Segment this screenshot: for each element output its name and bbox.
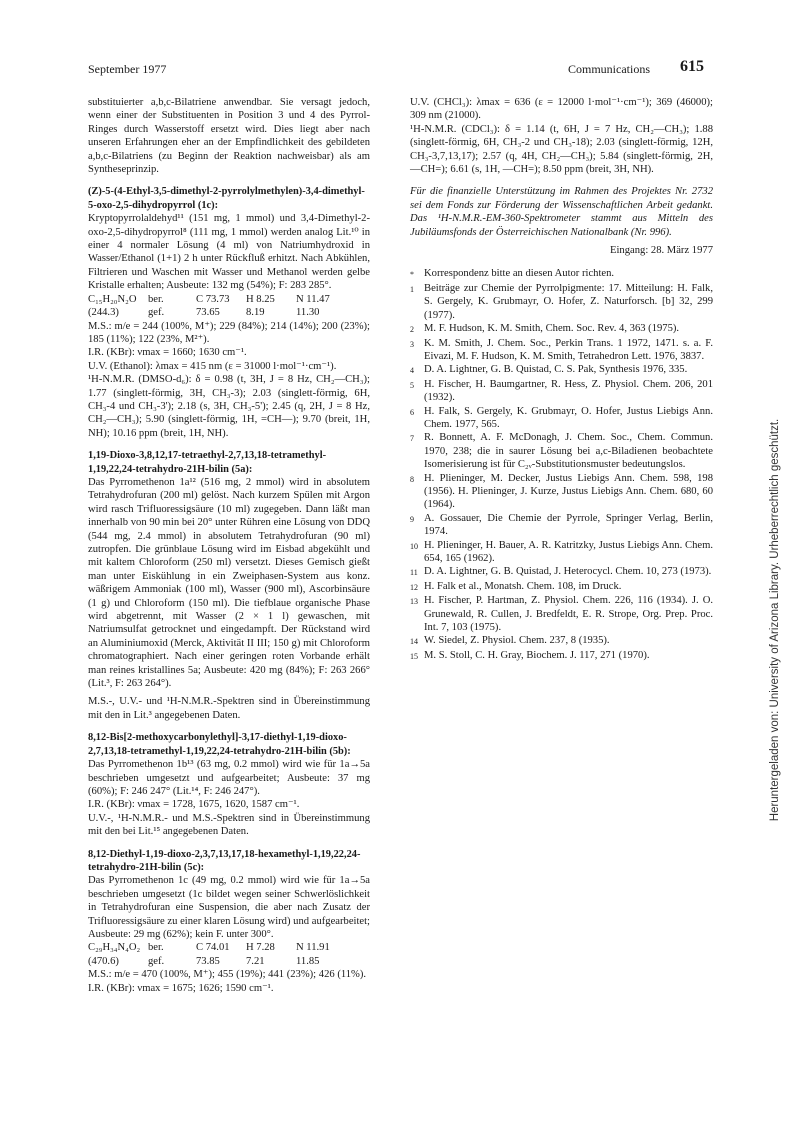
calc-value: C 74.01 — [196, 942, 230, 954]
header-journal: Communications — [568, 62, 650, 76]
funding-acknowledgement: Für die finanzielle Unterstützung im Rahmen des Projektes Nr. 2732 sei dem Fonds zur Förderung der Wissenschaftlichen Arbeit gedankt. Das ¹H-N.M.R.-EM-360-Spektrometer stammt aus Mitteln des Jubiläumsfonds der Österreichischen Nationalbank (Nr. 996). — [410, 186, 713, 238]
left-column — [88, 96, 370, 995]
calc-label: ber. — [148, 942, 164, 954]
reference-text: A. Gossauer, Die Chemie der Pyrrole, Springer Verlag, Berlin, 1974. — [424, 512, 713, 538]
reference-item — [410, 267, 713, 281]
nmr-data: ¹H-N.M.R. (DMSO-d₆): δ = 0.98 (t, 3H, J = 8 Hz, CH₂—CH₃); 1.77 (singlett-förmig, 3H, CH₃-3); 2.03 (singlett-förmig, 6H, CH₃-4 und CH₃-3'); 2.18 (s, 3H, CH₃-5'); 2.45 (q, 2H, J = 8 Hz, CH₂—CH₃); 5.90 (singlett-förmig, 1H, =CH—); 9.70 (breit, 1H, NH); 10.16 ppm (breit, 1H, NH). — [88, 374, 370, 439]
reference-number: 15 — [410, 651, 418, 661]
reference-text: R. Bonnett, A. F. McDonagh, J. Chem. Soc., Chem. Commun. 1970, 238; die in saurer Lösung bei a,c-Biladienen beobachtete Isomerisierung ist für C₂ᵥ-Substitutionsmuster bedeutungslos. — [424, 432, 713, 471]
found-label: gef. — [148, 955, 165, 967]
reference-number: 7 — [410, 434, 414, 444]
analysis-found-row — [88, 306, 370, 319]
reference-number: 8 — [410, 474, 414, 484]
reference-number: 1 — [410, 284, 414, 294]
reference-number: 2 — [410, 325, 414, 335]
found-value: 11.30 — [296, 307, 320, 319]
reference-list — [410, 267, 713, 663]
reference-item — [410, 594, 713, 634]
spectra-note: U.V.-, ¹H-N.M.R.- und M.S.-Spektren sind in Übereinstimmung mit den bei Lit.¹⁵ angegebenen Daten. — [88, 812, 370, 838]
reference-number: 4 — [410, 366, 414, 376]
reference-number: 12 — [410, 582, 418, 592]
section-title: 8,12-Bis[2-methoxycarbonylethyl]-3,17-diethyl-1,19-dioxo-2,7,13,18-tetramethyl-1,19,22,24-tetrahydro-21H-bilin (5b): — [88, 732, 351, 757]
calc-value: N 11.91 — [296, 942, 330, 954]
download-note: Heruntergeladen von: University of Arizona Library. Urheberrechtlich geschützt. — [769, 418, 782, 822]
section-5c — [88, 848, 370, 995]
reference-text: H. Fischer, H. Baumgartner, R. Hess, Z. Physiol. Chem. 206, 201 (1932). — [424, 378, 713, 404]
reference-text: D. A. Lightner, G. B. Quistad, J. Heterocycl. Chem. 10, 273 (1973). — [424, 566, 712, 578]
section-title: 1,19-Dioxo-3,8,12,17-tetraethyl-2,7,13,18-tetramethyl-1,19,22,24-tetrahydro-21H-bilin (5a): — [88, 450, 327, 475]
analysis-found-row — [88, 955, 370, 968]
reference-item — [410, 565, 713, 579]
reference-item — [410, 649, 713, 663]
reference-item — [410, 378, 713, 405]
reference-text: M. F. Hudson, K. M. Smith, Chem. Soc. Rev. 4, 363 (1975). — [424, 323, 680, 335]
reference-item — [410, 282, 713, 322]
reference-text: H. Fischer, P. Hartman, Z. Physiol. Chem. 226, 116 (1934). J. O. Grunewald, R. Cullen, J. Bredfeldt, E. R. Strope, Org. Prep. Proc. Int. 7, 103 (1975). — [424, 595, 713, 634]
intro-paragraph: substituierter a,b,c-Bilatriene anwendbar. Sie versagt jedoch, wenn einer der Substituenten in Position 3 und 4 des Pyrrol-Ringes durch Wasserstoff ersetzt wird. Dies liegt aber nach unseren Erfahrungen eher an der Empfindlichkeit des gebildeten a,b,c-Bilatriens (zu Beginn der Reaktion nachweisbar) als am Syntheseprinzip. — [88, 97, 370, 176]
page-number: 615 — [680, 58, 704, 75]
section-text: Kryptopyrrolaldehyd¹¹ (151 mg, 1 mmol) und 3,4-Dimethyl-2-oxo-2,5-dihydropyrrol⁸ (111 mg, 1 mmol) werden analog Lit.¹⁰ in einer 4 normaler Lösung (4 ml) von Natriumhydroxid in Wasser/Ethanol (1+1) 2 h unter Rückfluß erhitzt. Nach Abkühlen, Filtrieren und Waschen mit Wasser und Methanol werden gelbe Kristalle erhalten; Ausbeute: 132 mg (54%); F: 283 285°. — [88, 213, 370, 292]
reference-text: Beiträge zur Chemie der Pyrrolpigmente: 17. Mitteilung: H. Falk, S. Gergely, K. Grubmayr, O. Hofer, Z. Naturforsch. [b] 32, 299 (1977). — [424, 282, 713, 321]
found-value: 11.85 — [296, 955, 320, 967]
reference-text: H. Plieninger, H. Bauer, A. R. Katritzky, Justus Liebigs Ann. Chem. 654, 165 (1962). — [424, 539, 713, 564]
calc-value: N 11.47 — [296, 293, 330, 305]
reference-text: H. Falk, S. Gergely, K. Grubmayr, O. Hofer, Justus Liebigs Ann. Chem. 1977, 565. — [424, 405, 713, 430]
ir-data: I.R. (KBr): νmax = 1728, 1675, 1620, 1587 cm⁻¹. — [88, 799, 300, 811]
ms-data: M.S.: m/e = 470 (100%, M⁺); 455 (19%); 441 (23%); 426 (11%). — [88, 969, 367, 981]
reference-text: H. Falk et al., Monatsh. Chem. 108, im Druck. — [424, 580, 622, 592]
reference-number: 13 — [410, 597, 418, 607]
found-value: 7.21 — [246, 955, 265, 967]
formula: C₂₉H₃₄N₄O₂ — [88, 942, 141, 954]
reference-item — [410, 322, 713, 336]
reference-number: 6 — [410, 407, 414, 417]
found-label: gef. — [148, 307, 165, 319]
analysis-calc-row — [88, 941, 370, 954]
download-watermark — [760, 310, 790, 930]
section-5a — [88, 449, 370, 722]
section-title: (Z)-5-(4-Ethyl-3,5-dimethyl-2-pyrrolylmethylen)-3,4-dimethyl-5-oxo-2,5-dihydropyrrol (1c): — [88, 186, 365, 211]
reference-number: 3 — [410, 339, 414, 349]
reference-number: 9 — [410, 514, 414, 524]
reference-item — [410, 337, 713, 364]
calc-value: H 8.25 — [246, 293, 275, 305]
calc-value: C 73.73 — [196, 293, 230, 305]
reference-item — [410, 634, 713, 648]
calc-label: ber. — [148, 293, 164, 305]
reference-text: H. Plieninger, M. Decker, Justus Liebigs Ann. Chem. 598, 198 (1956). H. Plieninger, J. Kurze, Justus Liebigs Ann. Chem. 680, 60 (1964). — [424, 472, 713, 511]
reference-item — [410, 580, 713, 594]
reference-item — [410, 512, 713, 539]
reference-number: 14 — [410, 637, 418, 647]
reference-number: 11 — [410, 568, 418, 578]
right-column — [410, 96, 713, 663]
ir-data: I.R. (KBr): νmax = 1660; 1630 cm⁻¹. — [88, 347, 247, 359]
reference-text: K. M. Smith, J. Chem. Soc., Perkin Trans. 1 1972, 1471. s. a. F. Eivazi, M. F. Hudson, K. M. Smith, Tetrahedron Lett. 1976, 3837. — [424, 337, 713, 362]
section-title: 8,12-Diethyl-1,19-dioxo-2,3,7,13,17,18-hexamethyl-1,19,22,24-tetrahydro-21H-bilin (5c): — [88, 848, 361, 873]
analysis-calc-row — [88, 293, 370, 306]
section-1c — [88, 185, 370, 440]
section-text: Das Pyrromethenon 1a¹² (516 mg, 2 mmol) wird in absolutem Tetrahydrofuran (200 ml) gelöst. Nach kurzem Spülen mit Argon wird rasch Trifluoressigsäure (10 ml) zugegeben. Dann läßt man innerhalb von 90 min bei 20° unter Rühren eine Lösung von DDQ (544 mg, 2.4 mmol) in absolutem Tetrahydrofuran (90 ml) zutropfen. Die grünblaue Lösung wird im Eisbad abgekühlt und mit kaltem Chloroform (250 ml) versetzt. Dieses Gemisch gießt man unter Eiskühlung in ein Zweiphasen-System aus konz. wäßrigem Ammoniak (100 ml), Wasser (900 ml), Ascorbinsäure (1 g) und Chloroform (150 ml). Die tiefblaue organische Phase wird abgetrennt, mit Wasser (2 × 1 l) gewaschen, mit Natriumsulfat getrocknet und eingedampft. Der Rückstand wird an Aluminiumoxid (Merck, Aktivität II III; 150 g) mit Chloroform chromatographiert. Nach einer geringen roten Vorbande erhält man reines kristallines 5a; Ausbeute: 420 mg (84%); F: 263 266° (Lit.³, F: 263 264°). — [88, 476, 370, 690]
formula: C₁₅H₂₀N₂O — [88, 293, 137, 305]
reference-text: D. A. Lightner, G. B. Quistad, C. S. Pak, Synthesis 1976, 335. — [424, 364, 688, 376]
molecular-weight: (244.3) — [88, 307, 119, 319]
header-date: September 1977 — [88, 62, 167, 76]
reference-text: W. Siedel, Z. Physiol. Chem. 237, 8 (1935). — [424, 635, 610, 647]
reference-number: 10 — [410, 541, 418, 551]
spectra-note: M.S.-, U.V.- und ¹H-N.M.R.-Spektren sind in Übereinstimmung mit den in Lit.³ angegebenen Daten. — [88, 696, 370, 721]
section-text: Das Pyrromethenon 1c (49 mg, 0.2 mmol) wird wie für 1a→5a beschrieben umgesetzt (1c bildet wegen seiner Schwerlöslichkeit in Tetrahydrofuran eine Suspension, die aber nach Zusatz der Trifluoressigsäure zu einer klaren Lösung wird) und aufgearbeitet; Ausbeute: 29 mg (62%); kein F. unter 300°. — [88, 875, 370, 940]
uv-data: U.V. (CHCl₃): λmax = 636 (ε = 12000 l·mol⁻¹·cm⁻¹); 369 (46000); 309 nm (21000). — [410, 97, 713, 122]
found-value: 73.65 — [196, 307, 220, 319]
reference-item — [410, 472, 713, 512]
section-5b — [88, 731, 370, 838]
reference-item — [410, 405, 713, 432]
section-text: Das Pyrromethenon 1b¹³ (63 mg, 0.2 mmol) wird wie für 1a→5a beschrieben umgesetzt und aufgearbeitet; Ausbeute: 37 mg (60%); F: 246 247° (Lit.¹⁴, F: 246 247°). — [88, 759, 370, 797]
calc-value: H 7.28 — [246, 942, 275, 954]
ir-data: I.R. (KBr): νmax = 1675; 1626; 1590 cm⁻¹. — [88, 982, 274, 994]
reference-item — [410, 539, 713, 566]
uv-data: U.V. (Ethanol): λmax = 415 nm (ε = 31000 l·mol⁻¹·cm⁻¹). — [88, 360, 337, 372]
found-value: 8.19 — [246, 307, 265, 319]
reference-number: * — [410, 270, 414, 280]
found-value: 73.85 — [196, 955, 220, 967]
received-date: Eingang: 28. März 1977 — [610, 245, 713, 257]
nmr-data: ¹H-N.M.R. (CDCl₃): δ = 1.14 (t, 6H, J = 7 Hz, CH₂—CH₃); 1.88 (singlett-förmig, 6H, CH₃-2 und CH₃-18); 2.03 (singlett-förmig, 12H, CH₃-3,7,13,17); 2.57 (q, 4H, CH₂—CH₃); 5.84 (singlett-förmig, 2H, —CH=); 6.61 (s, 1H, —CH=); 8.50 ppm (breit, 3H, NH). — [410, 123, 713, 176]
reference-item — [410, 363, 713, 377]
reference-text: Korrespondenz bitte an diesen Autor richten. — [424, 268, 615, 280]
ms-data: M.S.: m/e = 244 (100%, M⁺); 229 (84%); 214 (14%); 200 (23%); 185 (11%); 122 (23%, M²⁺). — [88, 320, 370, 345]
reference-item — [410, 431, 713, 471]
reference-text: M. S. Stoll, C. H. Gray, Biochem. J. 117, 271 (1970). — [424, 649, 650, 661]
reference-number: 5 — [410, 380, 414, 390]
molecular-weight: (470.6) — [88, 955, 119, 967]
